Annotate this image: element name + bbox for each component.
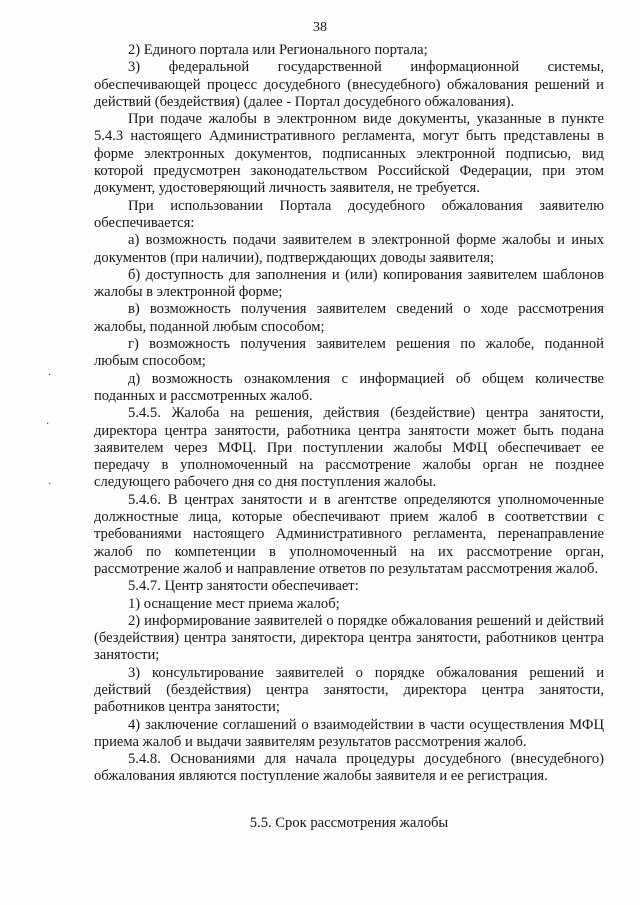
paragraph: г) возможность получения заявителем решения по жалобе, поданной любым способом; <box>94 336 604 370</box>
paragraph: 5.4.8. Основаниями для начала процедуры досудебного (внесудебного) обжалования являются поступление жалобы заявителя и ее регистрация. <box>94 751 604 785</box>
paragraph: 3) федеральной государственной информационной системы, обеспечивающей процесс досудебного (внесудебного) обжалования решений и действий (бездействия) (далее - Портал досудебного обжалования). <box>94 59 604 110</box>
scan-speck: · <box>48 479 52 490</box>
page-number: 38 <box>313 20 327 35</box>
paragraph: 4) заключение соглашений о взаимодействии в части осуществления МФЦ приема жалоб и выдачи заявителям результатов рассмотрения жалоб. <box>94 716 604 750</box>
paragraph: 5.4.7. Центр занятости обеспечивает: <box>128 578 359 595</box>
scan-speck: · <box>46 419 50 430</box>
paragraph: в) возможность получения заявителем сведений о ходе рассмотрения жалобы, поданной любым способом; <box>94 301 604 335</box>
paragraph: 5.4.5. Жалоба на решения, действия (бездействие) центра занятости, директора центра занятости, работника центра занятости может быть подана заявителем через МФЦ. При поступлении жалобы МФЦ обеспечивает ее передачу в уполномоченный на рассмотрение жалобы орган не позднее следующего рабочего дня со дня поступления жалобы. <box>94 405 604 491</box>
body-text <box>94 42 604 786</box>
paragraph: 2) Единого портала или Регионального портала; <box>128 42 428 58</box>
paragraph: б) доступность для заполнения и (или) копирования заявителем шаблонов жалобы в электронной форме; <box>94 266 604 301</box>
paragraph: При подаче жалобы в электронном виде документы, указанные в пункте 5.4.3 настоящего Административного регламента, могут быть представлены в форме электронных документов, подписанных электронной подписью, вид которой предусмотрен законодательством Российской Федерации, при этом документ, удостоверяющий личность заявителя, не требуется. <box>94 111 604 197</box>
section-heading: 5.5. Срок рассмотрения жалобы <box>249 815 449 831</box>
paragraph: При использовании Портала досудебного обжалования заявителю обеспечивается: <box>94 197 604 231</box>
paragraph: 2) информирование заявителей о порядке обжалования решений и действий (бездействия) центра занятости, директора центра занятости, работников центра занятости; <box>94 612 604 664</box>
scan-speck: · <box>48 370 52 381</box>
paragraph: а) возможность подачи заявителем в электронной форме жалобы и иных документов (при наличии), подтверждающих доводы заявителя; <box>94 232 604 266</box>
paragraph: 1) оснащение мест приема жалоб; <box>128 595 340 612</box>
paragraph: 3) консультирование заявителей о порядке обжалования решений и действий (бездействия) центра занятости, директора центра занятости, работников центра занятости; <box>94 664 604 716</box>
paragraph: 5.4.6. В центрах занятости и в агентстве определяются уполномоченные должностные лица, которые обеспечивают прием жалоб в соответствии с требованиями настоящего Административного регламента, перенаправление жалоб по компетенции в уполномоченный на их рассмотрение орган, рассмотрение жалоб и направление ответов по результатам рассмотрения жалоб. <box>94 491 604 577</box>
paragraph: д) возможность ознакомления с информацией об общем количестве поданных и рассмотренных жалоб. <box>94 370 604 404</box>
